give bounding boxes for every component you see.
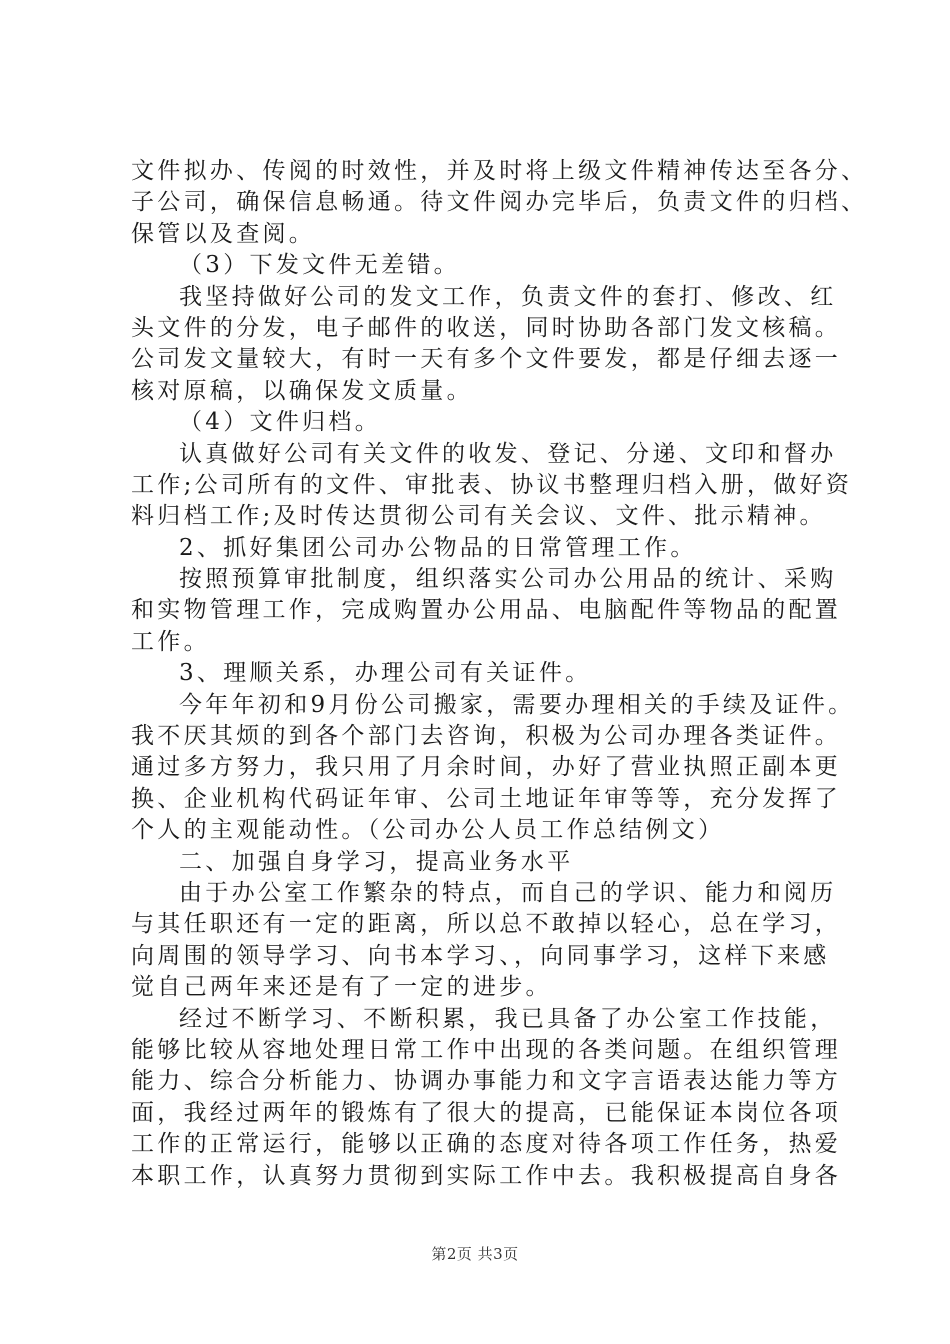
text-line: 核对原稿，以确保发文质量。	[131, 377, 473, 404]
text-line: 今年年初和9月份公司搬家，需要办理相关的手续及证件。	[179, 691, 855, 718]
text-line: 觉自己两年来还是有了一定的进步。	[131, 974, 552, 1001]
text-line: 认真做好公司有关文件的收发、登记、分递、文印和督办	[179, 440, 837, 467]
text-line: 换、企业机构代码证年审、公司土地证年审等等，充分发挥了	[131, 785, 842, 812]
text-line: 和实物管理工作，完成购置办公用品、电脑配件等物品的配置	[131, 597, 842, 624]
text-line: 3、理顺关系，办理公司有关证件。	[179, 660, 592, 687]
text-line: 公司发文量较大，有时一天有多个文件要发，都是仔细去逐一	[131, 346, 842, 373]
text-line: 工作。	[131, 628, 210, 655]
text-line: 2、抓好集团公司办公物品的日常管理工作。	[179, 534, 697, 561]
text-line: 工作的正常运行，能够以正确的态度对待各项工作任务，热爱	[131, 1131, 842, 1158]
text-line: 二、加强自身学习，提高业务水平	[179, 848, 574, 875]
text-line: 由于办公室工作繁杂的特点，而自己的学识、能力和阅历	[179, 879, 837, 906]
text-line: 头文件的分发，电子邮件的收送，同时协助各部门发文核稿。	[131, 314, 842, 341]
text-line: 通过多方努力，我只用了月余时间，办好了营业执照正副本更	[131, 754, 842, 781]
text-line: 按照预算审批制度，组织落实公司办公用品的统计、采购	[179, 566, 837, 593]
text-line: 工作;公司所有的文件、审批表、协议书整理归档入册，做好资	[131, 471, 853, 498]
text-line: 能够比较从容地处理日常工作中出现的各类问题。在组织管理	[131, 1036, 842, 1063]
text-line: 与其任职还有一定的距离，所以总不敢掉以轻心，总在学习，	[131, 911, 842, 938]
text-line: 我坚持做好公司的发文工作，负责文件的套打、修改、红	[179, 283, 837, 310]
text-line: 经过不断学习、不断积累，我已具备了办公室工作技能，	[179, 1005, 837, 1032]
text-line: 文件拟办、传阅的时效性，并及时将上级文件精神传达至各分、	[131, 158, 868, 184]
text-line: 个人的主观能动性。（公司办公人员工作总结例文）	[131, 817, 725, 844]
text-line: （4）文件归档。	[179, 409, 382, 436]
text-line: 面，我经过两年的锻炼有了很大的提高，已能保证本岗位各项	[131, 1099, 842, 1126]
page-number-footer: 第2页 共3页	[431, 1245, 519, 1263]
text-line: 料归档工作;及时传达贯彻公司有关会议、文件、批示精神。	[131, 503, 826, 530]
text-line: 保管以及查阅。	[131, 220, 316, 247]
text-line: 能力、综合分析能力、协调办事能力和文字言语表达能力等方	[131, 1068, 842, 1095]
text-line: 本职工作，认真努力贯彻到实际工作中去。我积极提高自身各	[131, 1162, 842, 1189]
document-body	[131, 156, 868, 1192]
text-line: 子公司，确保信息畅通。待文件阅办完毕后，负责文件的归档、	[131, 189, 868, 216]
text-line: 我不厌其烦的到各个部门去咨询，积极为公司办理各类证件。	[131, 723, 842, 750]
text-line: （3）下发文件无差错。	[179, 252, 460, 279]
text-line: 向周围的领导学习、向书本学习、，向同事学习，这样下来感	[131, 942, 830, 969]
